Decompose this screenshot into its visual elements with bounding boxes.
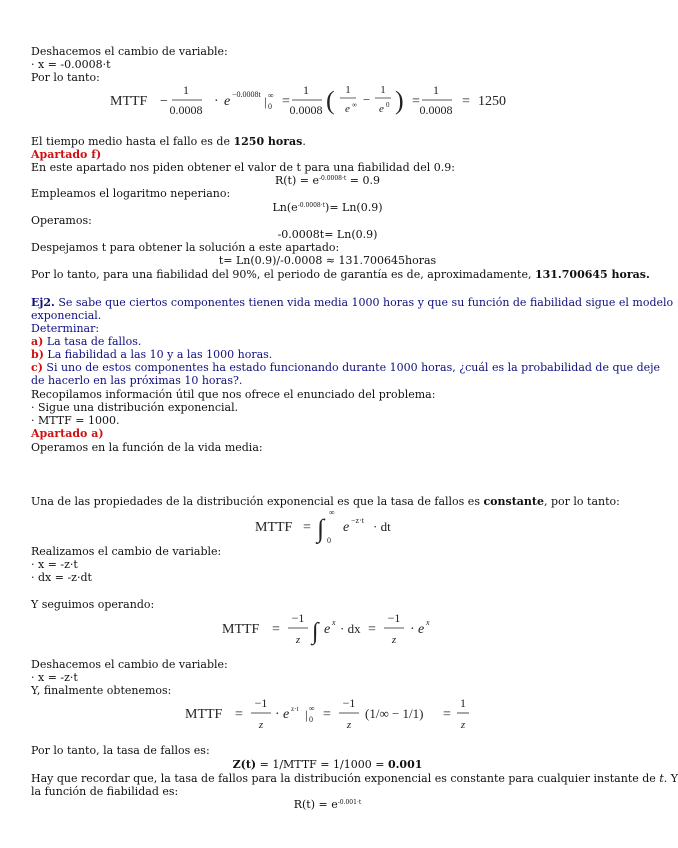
heading-apartado-f: Apartado f) xyxy=(31,148,102,161)
svg-text:1: 1 xyxy=(460,696,466,710)
text-line: · x = -0.0008·t xyxy=(31,58,111,71)
svg-text:0.0008: 0.0008 xyxy=(289,103,323,117)
text-line: Por lo tanto, para una fiabilidad del 90%, el periodo de garantía es de, aproximadamente, 131.700645 horas. xyxy=(31,268,650,281)
svg-text:∞: ∞ xyxy=(309,704,315,713)
svg-text:e: e xyxy=(224,94,231,109)
text-line: Operamos en la función de la vida media: xyxy=(31,441,263,454)
equation-mttf-result xyxy=(110,80,550,125)
heading-apartado-a: Apartado a) xyxy=(31,427,104,440)
svg-text:e: e xyxy=(343,520,350,535)
list-item: de hacerlo en las próximas 10 horas?. xyxy=(31,374,243,387)
svg-text:(: ( xyxy=(326,86,335,115)
equation-line: Z(t) = 1/MTTF = 1/1000 = 0.001 xyxy=(232,758,423,771)
equation-line: t= Ln(0.9)/-0.0008 ≈ 131.700645horas xyxy=(218,254,437,267)
svg-text:1250: 1250 xyxy=(478,94,506,109)
list-item: b) La fiabilidad a las 10 y a las 1000 horas. xyxy=(31,348,273,361)
svg-text:=: = xyxy=(323,707,331,722)
svg-text:=: = xyxy=(462,94,470,109)
text-line: Recopilamos información útil que nos ofrece el enunciado del problema: xyxy=(31,388,436,401)
svg-text:e: e xyxy=(379,103,384,115)
svg-text:−1: −1 xyxy=(291,611,305,625)
text-line: Deshacemos el cambio de variable: xyxy=(31,45,228,58)
svg-text:=: = xyxy=(412,94,420,109)
svg-text:=: = xyxy=(272,622,280,637)
text-line: Operamos: xyxy=(31,214,92,227)
svg-text:1: 1 xyxy=(345,84,351,96)
svg-text:−: − xyxy=(363,92,371,107)
svg-text:·: · xyxy=(275,707,280,722)
svg-text:e: e xyxy=(283,707,290,722)
svg-text:∫: ∫ xyxy=(312,619,319,645)
svg-text:z: z xyxy=(346,719,352,731)
list-item: c) Si uno de estos componentes ha estado funcionando durante 1000 horas, ¿cuál es la probabilidad de que deje xyxy=(31,361,661,374)
text-line: Y seguimos operando: xyxy=(31,598,155,611)
svg-text:MTTF: MTTF xyxy=(185,707,223,722)
text-line: Una de las propiedades de la distribución exponencial es que la tasa de fallos es constante, por lo tanto: xyxy=(31,495,620,508)
svg-text:e: e xyxy=(324,622,331,637)
text-line: Y, finalmente obtenemos: xyxy=(31,684,172,697)
text-line: · Sigue una distribución exponencial. xyxy=(31,401,239,414)
svg-text:−1: −1 xyxy=(342,696,356,710)
svg-text:MTTF: MTTF xyxy=(222,622,260,637)
equation-mttf-substitution xyxy=(222,607,452,649)
exercise-statement: Ej2. Se sabe que ciertos componentes tienen vida media 1000 horas y que su función de fiabilidad sigue el modelo xyxy=(31,296,674,309)
svg-text:·: · xyxy=(410,622,415,637)
svg-text:=: = xyxy=(235,707,243,722)
svg-text:0: 0 xyxy=(327,536,331,545)
svg-text:=: = xyxy=(282,94,290,109)
svg-text:e: e xyxy=(418,622,425,637)
svg-text:z: z xyxy=(258,719,264,731)
svg-text:0: 0 xyxy=(309,715,313,724)
svg-text:MTTF: MTTF xyxy=(255,520,293,535)
equation-line: -0.0008t= Ln(0.9) xyxy=(277,228,378,241)
svg-text:z: z xyxy=(460,719,466,731)
equation-mttf-final xyxy=(185,692,485,736)
svg-text:∫: ∫ xyxy=(317,514,325,543)
svg-text:=: = xyxy=(368,622,376,637)
svg-text:z: z xyxy=(295,634,301,646)
svg-text:z·t: z·t xyxy=(291,705,299,713)
svg-text:−1: −1 xyxy=(387,611,401,625)
svg-text:−0.0008t: −0.0008t xyxy=(232,90,261,99)
svg-text:MTTF: MTTF xyxy=(110,94,148,109)
svg-text:|: | xyxy=(264,94,267,109)
svg-text:· dt: · dt xyxy=(373,519,391,534)
svg-text:1: 1 xyxy=(380,84,386,96)
svg-text:∞: ∞ xyxy=(268,91,274,100)
exercise-statement: exponencial. xyxy=(31,309,102,322)
svg-text:e: e xyxy=(345,103,350,115)
text-line: Empleamos el logaritmo neperiano: xyxy=(31,187,231,200)
svg-text:−z·t: −z·t xyxy=(351,516,364,525)
svg-text:1: 1 xyxy=(303,83,309,97)
svg-text:0: 0 xyxy=(386,101,390,109)
equation-line: $R(t) = e^{-0.0008\cdot t} = 0.9$ xyxy=(274,174,381,187)
text-line: El tiempo medio hasta el fallo es de 1250 horas. xyxy=(31,135,306,148)
svg-text:∞: ∞ xyxy=(352,101,357,109)
svg-text:0.0008: 0.0008 xyxy=(419,103,453,117)
svg-text:1: 1 xyxy=(433,83,439,97)
svg-text:(1/∞ − 1/1): (1/∞ − 1/1) xyxy=(365,706,424,721)
text-line: · x = -z·t xyxy=(31,558,78,571)
svg-text:=: = xyxy=(443,707,451,722)
text-line: · MTTF = 1000. xyxy=(31,414,120,427)
svg-text:∞: ∞ xyxy=(329,508,335,517)
text-line: Hay que recordar que, la tasa de fallos para la distribución exponencial es constante para cualquier instante de t. Y xyxy=(31,772,678,785)
text-line: · dx = -z·dt xyxy=(31,571,92,584)
svg-text:0.0008: 0.0008 xyxy=(169,103,203,117)
svg-text:·: · xyxy=(214,94,219,109)
text-line: Deshacemos el cambio de variable: xyxy=(31,658,228,671)
svg-text:): ) xyxy=(395,86,404,115)
svg-text:· dx: · dx xyxy=(340,621,361,636)
list-item: a) La tasa de fallos. xyxy=(31,335,142,348)
text-line: Por lo tanto: xyxy=(31,71,100,84)
svg-text:=: = xyxy=(303,520,311,535)
text-line: la función de fiabilidad es: xyxy=(31,785,179,798)
text-line: Realizamos el cambio de variable: xyxy=(31,545,222,558)
svg-text:z: z xyxy=(391,634,397,646)
svg-text:−1: −1 xyxy=(254,696,268,710)
svg-text:−: − xyxy=(160,94,168,109)
svg-text:1: 1 xyxy=(183,83,189,97)
svg-text:x: x xyxy=(426,618,430,627)
svg-text:0: 0 xyxy=(268,102,272,111)
text-line: En este apartado nos piden obtener el valor de t para una fiabilidad del 0.9: xyxy=(31,161,455,174)
svg-text:x: x xyxy=(332,618,336,627)
svg-text:|: | xyxy=(305,707,308,722)
text-line: Por lo tanto, la tasa de fallos es: xyxy=(31,744,210,757)
text-line: Despejamos t para obtener la solución a este apartado: xyxy=(31,241,340,254)
equation-mttf-integral xyxy=(255,505,415,547)
text-line: · x = -z·t xyxy=(31,671,78,684)
equation-line: $R(t) = e^{-0.001\cdot t}$ xyxy=(293,798,362,811)
equation-line: $Ln(e^{-0.0008\cdot t})= Ln(0.9)$ xyxy=(272,201,383,214)
text-line: Determinar: xyxy=(31,322,100,335)
